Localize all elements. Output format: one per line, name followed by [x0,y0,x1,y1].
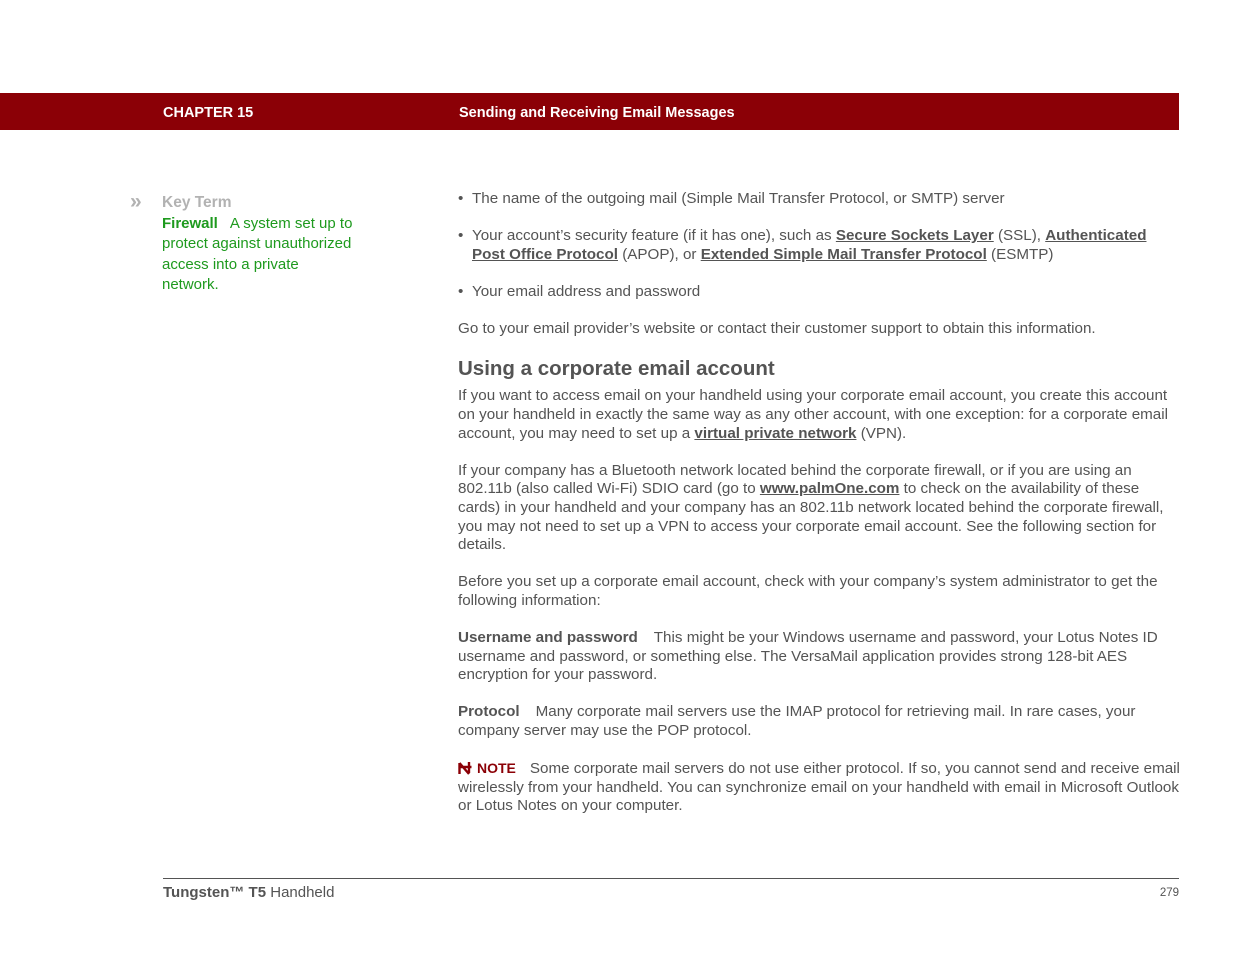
link-palmone-website[interactable]: www.palmOne.com [759,480,900,498]
bullet-text: (ESMTP) [986,245,1054,263]
list-item [458,190,1180,209]
definition-protocol [458,703,1180,740]
note-label-wrap [458,760,516,776]
definition-username-password [458,629,1180,685]
link-virtual-private-network[interactable]: virtual private network [694,424,857,442]
footer-product-suffix: Handheld [266,884,335,901]
main-content [458,190,1180,835]
key-term-label: Key Term [162,194,232,211]
section-heading: Using a corporate email account [458,357,775,381]
chapter-header-bar [0,93,1179,130]
chapter-number: CHAPTER 15 [163,105,254,121]
note-block [458,759,1180,816]
bullet-text: The name of the outgoing mail (Simple Mail Transfer Protocol, or SMTP) server [472,190,1005,207]
bullet-text: Your account’s security feature (if it has one), such as [472,227,836,245]
key-term-definition [162,214,357,295]
paragraph: Go to your email provider’s website or contact their customer support to obtain this information. [458,320,1096,338]
key-term-text: A system set up to protect against unauthorized access into a private network. [162,215,353,293]
definition-label: Protocol [458,703,520,721]
link-extended-smtp[interactable]: Extended Simple Mail Transfer Protocol [700,245,987,263]
list-item [458,283,1180,302]
footer-product [163,884,334,901]
bullet-text: Your email address and password [472,282,701,300]
paragraph: Before you set up a corporate email account, check with your company’s system administrator to get the following information: [458,573,1158,609]
paragraph: If you want to access email on your handheld using your corporate email account, you create this account on your handheld in exactly the same way as any other account, with one exception: for a corporate email account, you may need to set up a virtual private network (VPN). [458,387,1169,442]
note-text: Some corporate mail servers do not use either protocol. If so, you cannot send and receive email wirelessly from your handheld. You can synchronize email on your handheld with email in Microsoft Outlook or Lotus Notes on your computer. [458,760,1180,815]
key-term-word: Firewall [162,215,218,232]
double-chevron-right-icon: » [130,190,140,213]
bullet-marker: • [458,282,464,300]
definition-text: Many corporate mail servers use the IMAP protocol for retrieving mail. In rare cases, your company server may use the POP protocol. [458,703,1136,740]
bullet-text: (APOP), or [618,245,701,263]
page-number: 279 [1159,887,1179,899]
link-secure-sockets-layer[interactable]: Secure Sockets Layer [835,227,994,245]
paragraph: If your company has a Bluetooth network located behind the corporate firewall, or if you are using an 802.11b (also called Wi-Fi) SDIO card (go to www.palmOne.com to check on the availability of these cards) in your handheld and your company has an 802.11b network located behind the corporate firewall, you may not need to set up a VPN to access your corporate email account. See the following section for details. [458,461,1164,554]
list-item [458,227,1180,264]
footer-divider [163,878,1179,879]
footer-product-name: Tungsten™ T5 [163,884,267,901]
bullet-marker: • [458,190,464,207]
link-authenticated-post-office-protocol[interactable]: Authenticated Post Office Protocol [472,227,1147,263]
definition-text: This might be your Windows username and password, your Lotus Notes ID username and password, or something else. The VersaMail application provides strong 128-bit AES encryption for your password. [458,629,1158,684]
bullet-marker: • [458,227,464,245]
definition-label: Username and password [458,629,638,647]
bullet-text: (SSL), [993,227,1046,245]
note-icon [458,761,473,775]
chapter-title: Sending and Receiving Email Messages [459,105,735,121]
note-label: NOTE [477,760,516,777]
